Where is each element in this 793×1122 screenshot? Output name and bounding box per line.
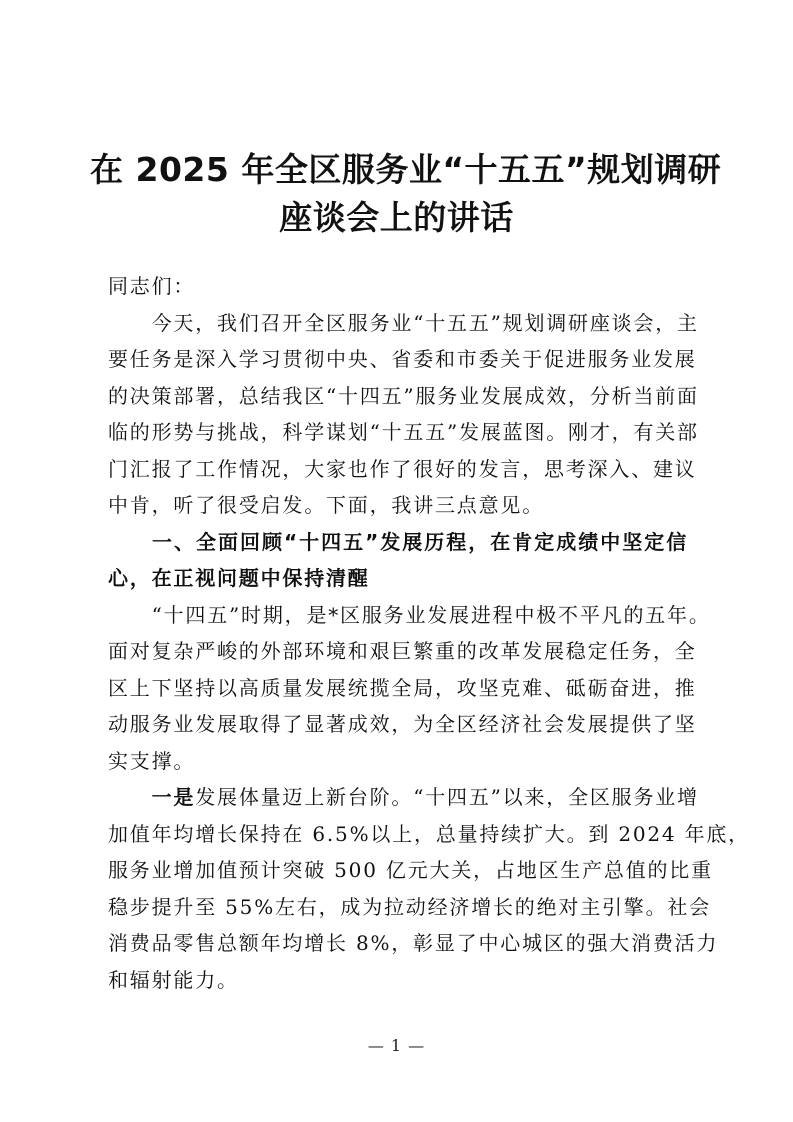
text-line: 消费品零售总额年均增长 8%，彰显了中心城区的强大消费活力 bbox=[108, 931, 719, 955]
text-line: “十四五”时期，是*区服务业发展进程中极不平凡的五年。 bbox=[108, 602, 711, 627]
text-line: 今天，我们召开全区服务业“十五五”规划调研座谈会，主 bbox=[108, 310, 699, 335]
document-body bbox=[108, 268, 750, 998]
text-line: 和辐射能力。 bbox=[108, 967, 239, 992]
heading-line: 一、全面回顾“十四五”发展历程，在肯定成绩中坚定信 bbox=[108, 529, 688, 554]
text-line: 区上下坚持以高质量发展统揽全局，攻坚克难、砥砺奋进，推 bbox=[108, 675, 697, 700]
text-line bbox=[108, 779, 699, 816]
text-run: 发展体量迈上新台阶。“十四五”以来，全区服务业增 bbox=[195, 785, 699, 809]
text-line: 要任务是深入学习贯彻中央、省委和市委关于促进服务业发展 bbox=[108, 347, 697, 371]
bold-lead: 一是 bbox=[151, 785, 196, 809]
text-line: 稳步提升至 55%左右，成为拉动经济增长的绝对主引擎。社会 bbox=[108, 894, 712, 919]
text-line: 门汇报了工作情况，大家也作了很好的发言，思考深入、建议 bbox=[108, 456, 697, 481]
text-line: 临的形势与挑战，科学谋划“十五五”发展蓝图。刚才，有关部 bbox=[108, 420, 699, 444]
salutation bbox=[108, 268, 688, 305]
text-line: 加值年均增长保持在 6.5%以上，总量持续扩大。到 2024 年底， bbox=[108, 821, 750, 846]
page-number: — 1 — bbox=[367, 1036, 426, 1055]
title-line-2: 座谈会上的讲话 bbox=[279, 198, 514, 237]
text-line: 的决策部署，总结我区“十四五”服务业发展成效，分析当前面 bbox=[108, 383, 699, 408]
text-line: 中肯，听了很受启发。下面，我讲三点意见。 bbox=[108, 493, 544, 517]
title-line-1: 在 2025 年全区服务业“十五五”规划调研 bbox=[90, 150, 722, 189]
section-heading-1 bbox=[108, 524, 688, 597]
text-line: 动服务业发展取得了显著成效，为全区经济社会发展提供了坚 bbox=[108, 712, 697, 736]
paragraph-review bbox=[108, 597, 711, 780]
salutation-text: 同志们： bbox=[108, 274, 196, 298]
document-title bbox=[90, 146, 722, 242]
paragraph-opening bbox=[108, 305, 699, 524]
text-line: 面对复杂严峻的外部环境和艰巨繁重的改革发展稳定任务，全 bbox=[108, 639, 697, 663]
text-line: 实支撑。 bbox=[108, 748, 196, 773]
heading-line: 心，在正视问题中保持清醒 bbox=[108, 566, 370, 590]
paragraph-scale bbox=[108, 779, 750, 998]
text-line: 服务业增加值预计突破 500 亿元大关，占地区生产总值的比重 bbox=[108, 858, 713, 882]
